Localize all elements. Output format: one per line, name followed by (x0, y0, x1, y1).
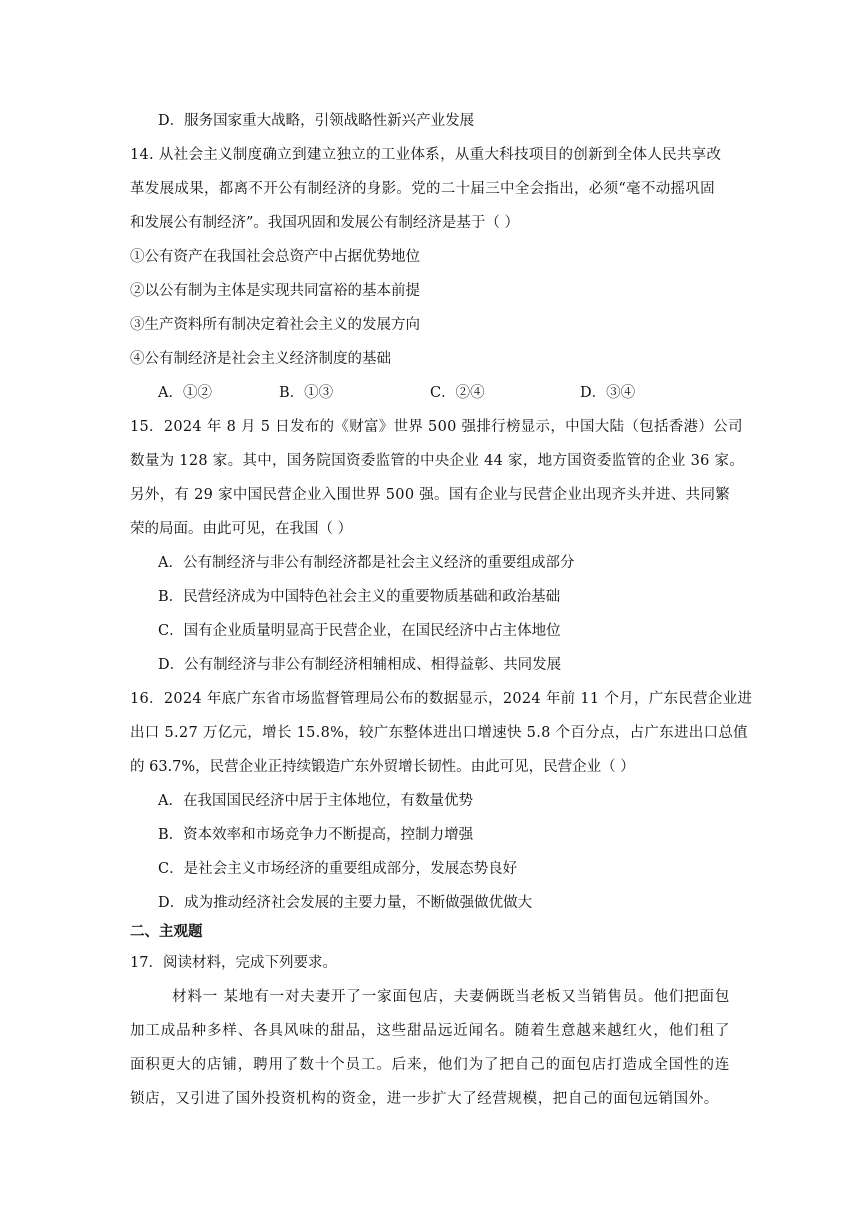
q14-statement-2: ②以公有制为主体是实现共同富裕的基本前提 (130, 283, 420, 299)
q14-statement-4: ④公有制经济是社会主义经济制度的基础 (130, 351, 391, 367)
q13-option-d: D．服务国家重大战略，引领战略性新兴产业发展 (158, 113, 475, 129)
q14-stem-line-2: 革发展成果，都离不开公有制经济的身影。党的二十届三中全会指出，必须“毫不动摇巩固 (130, 181, 715, 197)
q15-option-a: A．公有制经济与非公有制经济都是社会主义经济的重要组成部分 (158, 555, 575, 571)
q14-choice-a: A．①② (158, 385, 212, 401)
q17-stem: 17．阅读材料，完成下列要求。 (130, 955, 337, 971)
q14-stem-line-3: 和发展公有制经济”。我国巩固和发展公有制经济是基于（ ） (130, 215, 520, 231)
q16-option-d: D．成为推动经济社会发展的主要力量，不断做强做优做大 (158, 895, 533, 911)
section-heading: 二、主观题 (130, 923, 203, 940)
q17-material-1: 材料一 某地有一对夫妻开了一家面包店，夫妻俩既当老板又当销售员。他们把面包加工成品种多样、各具风味的甜品，这些甜品远近闻名。随着生意越来越红火，他们租了面积更大的店铺，聘用了数十个员工。后来，他们为了把自己的面包店打造成全国性的连锁店，又引进了国外投资机构的资金，进一步扩大了经营规模，把自己的面包远销国外。 (130, 989, 730, 1107)
q16-option-b: B．资本效率和市场竞争力不断提高，控制力增强 (158, 827, 474, 843)
q16-option-c: C．是社会主义市场经济的重要组成部分，发展态势良好 (158, 861, 518, 877)
q15-stem-line-4: 荣的局面。由此可见，在我国（ ） (130, 521, 353, 537)
q16-stem-line-1: 16．2024 年底广东省市场监督管理局公布的数据显示，2024 年前 11 个月，广东民营企业进 (130, 691, 753, 707)
q15-stem-line-3: 另外，有 29 家中国民营企业入围世界 500 强。国有企业与民营企业出现齐头并进、共同繁 (130, 487, 731, 503)
q14-stem-line-1: 14. 从社会主义制度确立到建立独立的工业体系，从重大科技项目的创新到全体人民共享改 (130, 147, 722, 163)
q15-stem-line-1: 15．2024 年 8 月 5 日发布的《财富》世界 500 强排行榜显示，中国大陆（包括香港）公司 (130, 419, 743, 435)
q15-option-d: D．公有制经济与非公有制经济相辅相成、相得益彰、共同发展 (158, 657, 562, 673)
q14-choice-b: B．①③ (279, 385, 334, 401)
q14-statement-3: ③生产资料所有制决定着社会主义的发展方向 (130, 317, 420, 333)
q14-choice-c: C．②④ (430, 385, 485, 401)
q14-statement-1: ①公有资产在我国社会总资产中占据优势地位 (130, 249, 420, 265)
q15-stem-line-2: 数量为 128 家。其中，国务院国资委监管的中央企业 44 家，地方国资委监管的企业 36 家。 (130, 453, 745, 469)
q16-stem-line-2: 出口 5.27 万亿元，增长 15.8%，较广东整体进出口增速快 5.8 个百分点，占广东进出口总值 (130, 725, 748, 741)
q16-option-a: A．在我国国民经济中居于主体地位，有数量优势 (158, 793, 473, 809)
q15-option-b: B．民营经济成为中国特色社会主义的重要物质基础和政治基础 (158, 589, 561, 605)
q15-option-c: C．国有企业质量明显高于民营企业，在国民经济中占主体地位 (158, 623, 561, 639)
q16-stem-line-3: 的 63.7%，民营企业正持续锻造广东外贸增长韧性。由此可见，民营企业（ ） (130, 759, 635, 775)
q14-choice-d: D．③④ (580, 385, 636, 401)
